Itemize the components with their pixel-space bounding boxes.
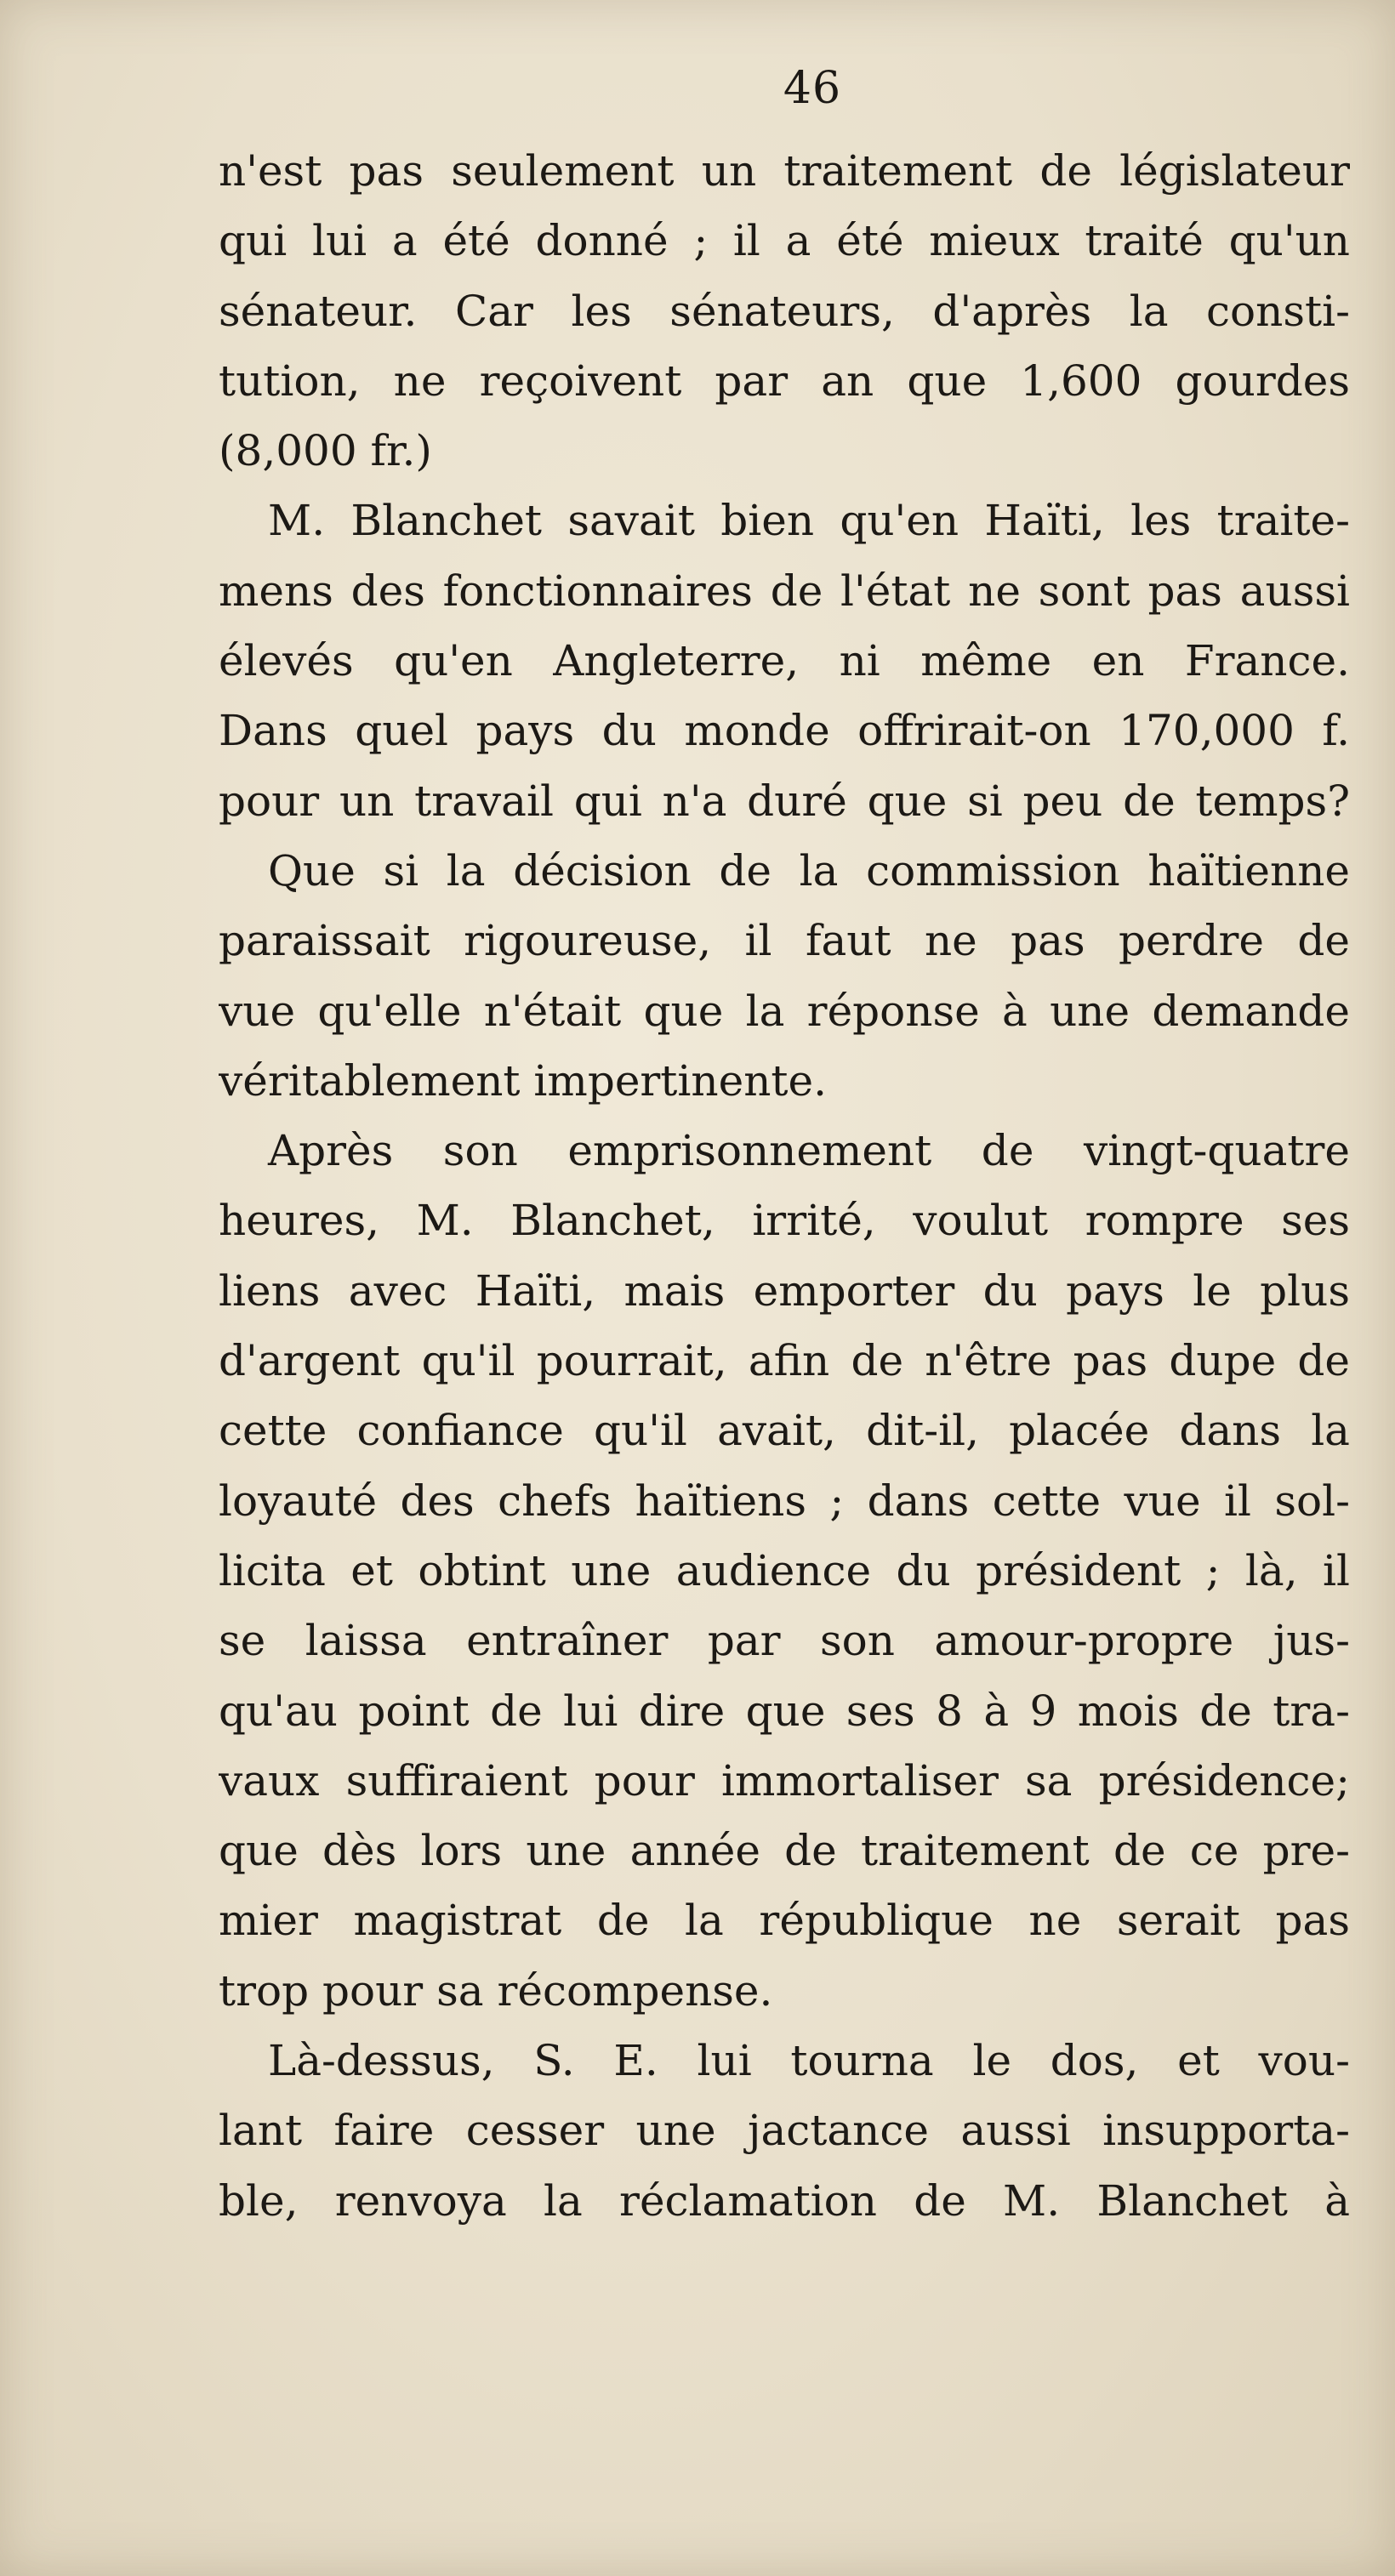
text-line: M. Blanchet savait bien qu'en Haïti, les traite-	[268, 496, 1350, 546]
text-line: Là-dessus, S. E. lui tourna le dos, et vou-	[268, 2036, 1350, 2086]
text-line: loyauté des chefs haïtiens ; dans cette vue il sol-	[219, 1476, 1350, 1526]
text-line: mier magistrat de la république ne serait pas	[219, 1896, 1350, 1946]
text-line: lant faire cesser une jactance aussi insupporta-	[219, 2106, 1350, 2156]
text-line: qu'au point de lui dire que ses 8 à 9 mois de tra-	[219, 1686, 1350, 1736]
text-line: qui lui a été donné ; il a été mieux traité qu'un	[219, 216, 1350, 266]
text-line: se laissa entraîner par son amour-propre jus-	[219, 1616, 1350, 1666]
text-line: véritablement impertinente.	[219, 1055, 827, 1106]
page-number: 46	[783, 63, 842, 114]
text-line: n'est pas seulement un traitement de législateur	[219, 146, 1350, 196]
text-line: Que si la décision de la commission haïtienne	[268, 845, 1350, 896]
body-text	[219, 136, 1350, 2236]
text-line: tution, ne reçoivent par an que 1,600 gourdes	[219, 355, 1350, 406]
text-line: heures, M. Blanchet, irrité, voulut rompre ses	[219, 1196, 1350, 1246]
text-line: ble, renvoya la réclamation de M. Blanchet à	[219, 2175, 1350, 2226]
text-line: d'argent qu'il pourrait, afin de n'être pas dupe de	[219, 1336, 1350, 1386]
text-line: sénateur. Car les sénateurs, d'après la consti-	[219, 286, 1350, 336]
text-line: pour un travail qui n'a duré que si peu de temps?	[219, 776, 1350, 826]
text-line: licita et obtint une audience du président ; là, il	[219, 1545, 1350, 1595]
text-line: (8,000 fr.)	[219, 426, 432, 476]
text-line: vue qu'elle n'était que la réponse à une demande	[219, 986, 1350, 1036]
text-line: cette confiance qu'il avait, dit-il, placée dans la	[219, 1406, 1350, 1456]
text-line: vaux suffiraient pour immortaliser sa présidence;	[219, 1755, 1350, 1805]
text-line: liens avec Haïti, mais emporter du pays le plus	[219, 1265, 1350, 1316]
text-line: que dès lors une année de traitement de ce pre-	[219, 1826, 1350, 1876]
text-line: Après son emprisonnement de vingt-quatre	[268, 1126, 1350, 1176]
text-line: élevés qu'en Angleterre, ni même en France.	[219, 636, 1350, 686]
text-line: trop pour sa récompense.	[219, 1965, 773, 2016]
text-line: Dans quel pays du monde offrirait-on 170,000 f.	[219, 706, 1350, 756]
text-line: paraissait rigoureuse, il faut ne pas perdre de	[219, 916, 1350, 966]
text-line: mens des fonctionnaires de l'état ne sont pas aussi	[219, 566, 1350, 616]
